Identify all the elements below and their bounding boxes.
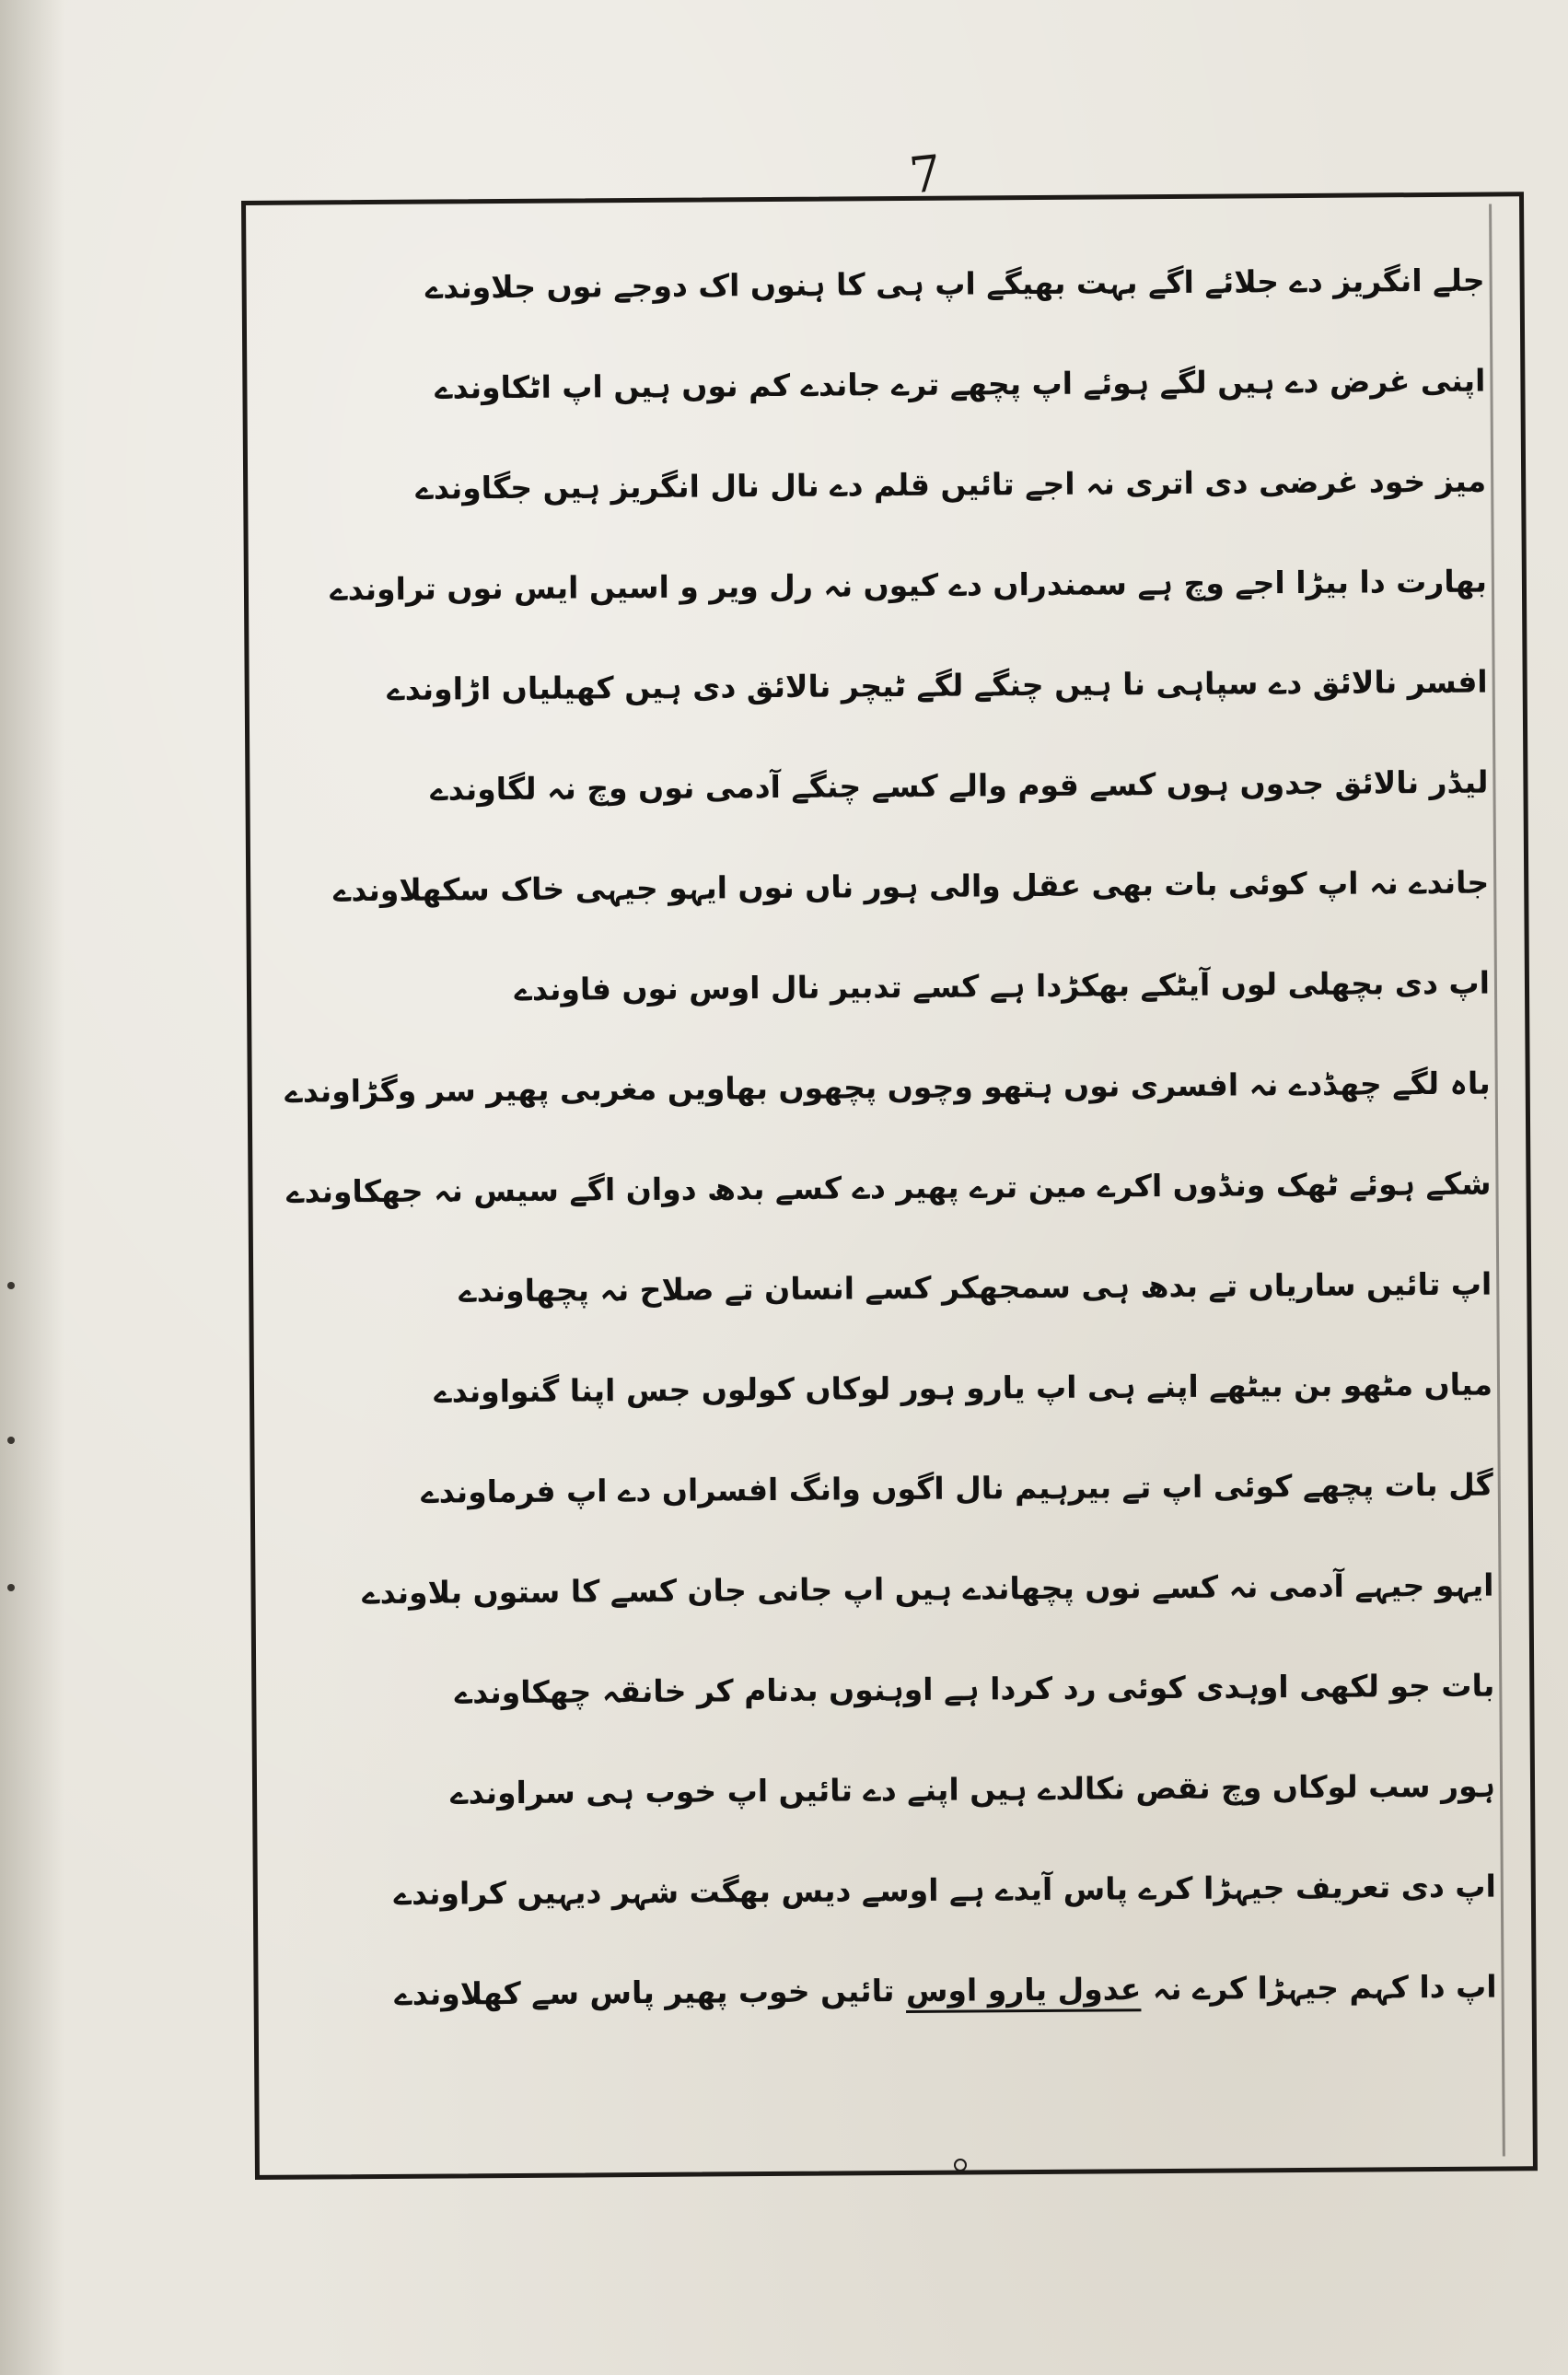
page-edge-shadow [0,0,64,2375]
ink-dot [7,1282,15,1289]
verse-line: شکے ہوئے ٹھک ونڈوں اکرے مین ترے پھیر دے کسے بدھ دوان اگے سیس نہ جھکاوندے [286,1165,1492,1210]
verse-list [272,230,1504,2045]
verse-line: بھارت دا بیڑا اجے وچ ہے سمندراں دے کیوں نہ رل ویر و اسیں ایس نوں تراوندے [330,563,1488,608]
underlined-phrase: عدول یارو اوس [905,1971,1142,2009]
page-number: 7 [906,144,945,205]
verse-line: افسر نالائق دے سپاہی نا ہیں چنگے لگے ٹیچر نالائق دی ہیں کھیلیاں اڑاوندے [387,663,1488,707]
last-line-start: اپ دا کہم جیہڑا کرے نہ [1152,1968,1497,2008]
text-frame [241,192,1538,2180]
ink-dot [7,1437,15,1444]
verse-line: اپ دی تعریف جیہڑا کرے پاس آیدے ہے اوسے دیس بھگت شہر دیہیں کراوندے [393,1868,1496,1912]
verse-line: جاندے نہ اپ کوئی بات بھی عقل والی ہور ناں نوں ایہو جیہی خاک سکھلاوندے [332,864,1490,909]
verse-line: بات جو لکھی اوہدی کوئی رد کردا ہے اوہنوں بدنام کر خانقہ چھکاوندے [454,1667,1495,1711]
verse-line: اپنی غرض دے ہیں لگے ہوئے اپ پچھے ترے جاندے کم نوں ہیں اپ اٹکاوندے [435,362,1486,406]
verse-line: باہ لگے چھڈدے نہ افسری نوں ہتھو وچوں پچھوں بھاویں مغربی پھیر سر وگڑاوندے [285,1065,1491,1110]
verse-line: میاں مٹھو بن بیٹھے اپنے ہی اپ یارو ہور لوکاں کولوں جس اپنا گنواوندے [434,1366,1493,1410]
last-line-end: تائیں خوب پھیر پاس سے کھلاوندے [394,1973,895,2012]
verse-line: میز خود غرضی دی اتری نہ اجے تائیں قلم دے نال نال انگریز ہیں جگاوندے [415,462,1487,506]
verse-line: لیڈر نالائق جدوں ہوں کسے قوم والے کسے چنگے آدمی نوں وچ نہ لگاوندے [430,763,1489,808]
ink-dot [7,1584,15,1591]
margin-ink-dots [2,1271,57,1639]
verse-line: جلے انگریز دے جلائے اگے بہت بھیگے اپ ہی کا ہنوں اک دوجے نوں جلاوندے [424,262,1485,306]
verse-line: اپ دی بچھلی لوں آیٹکے بھکڑدا ہے کسے تدبیر نال اوس نوں فاوندے [514,964,1491,1007]
verse-line-last [284,1936,1504,2044]
ink-circle-mark [954,2159,967,2171]
verse-line: گل بات پچھے کوئی اپ تے بیرہیم نال اگوں وانگ افسراں دے اپ فرماوندے [421,1466,1493,1510]
verse-line: ایہو جیہے آدمی نہ کسے نوں پچھاندے ہیں اپ جانی جان کسے کا ستوں بلاوندے [362,1566,1494,1612]
verse-line: اپ تائیں ساریاں تے بدھ ہی سمجھکر کسے انسان تے صلاح نہ پچھاوندے [459,1265,1493,1310]
verse-line: ہور سب لوکاں وچ نقص نکالدے ہیں اپنے دے تائیں اپ خوب ہی سراوندے [450,1767,1496,1811]
